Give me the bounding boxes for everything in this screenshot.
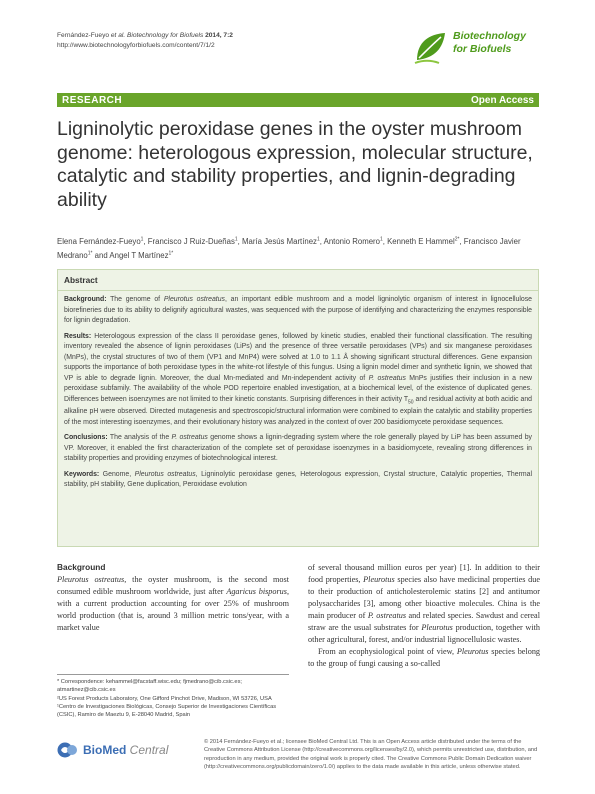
citation-authors: Fernández-Fueyo (57, 32, 111, 39)
author[interactable]: Elena Fernández-Fueyo$^1$ (57, 236, 144, 246)
affiliation-2: ²US Forest Products Laboratory, One Gifford Pinchot Drive, Madison, WI 53726, USA (57, 695, 272, 702)
abstract-background: Background: The genome of Pleurotus ostreatus, an important edible mushroom and a model ligninolytic organism of interest in lignocellulose biorefineries due to its ability to delignify agricultural wastes, was sequenced with the purpose of identifying and characterizing the enzymes responsible for lignin degradation. (64, 296, 532, 324)
author[interactable]: , Kenneth E Hammel$^{2*}$ (382, 236, 460, 246)
correspondence-note[interactable]: * Correspondence: kehammel@facstaff.wisc.edu; fjmedrano@cib.csic.es; atmartinez@cib.csic.es (57, 679, 242, 694)
author[interactable]: , Francisco J Ruiz-Dueñas$^1$ (143, 236, 238, 246)
author[interactable]: , Francisco Javier Medrano$^{1*}$ (57, 236, 521, 261)
background-paragraph: Pleurotus ostreatus, the oyster mushroom, is the second most consumed edible mushroom worldwide, just after Agaricus bisporus, with a current production accounting for over 25% of mushroom world production (that is, around 3 million metric tons/year, with a market value (57, 575, 289, 632)
journal-name-line2: for Biofuels (453, 43, 512, 55)
research-label: RESEARCH (62, 94, 123, 106)
open-access-label: Open Access (471, 94, 534, 106)
footnotes (57, 674, 289, 719)
abstract-keywords: Keywords: Genome, Pleurotus ostreatus, Ligninolytic peroxidase genes, Heterologous expression, Crystal structure, Catalytic properties, Thermal stability, pH stability, Gene duplication, Peroxidase evolution (64, 470, 532, 489)
abstract-box (57, 269, 539, 547)
author[interactable]: , Antonio Romero$^1$ (319, 236, 383, 246)
article-url[interactable]: http://www.biotechnologyforbiofuels.com/content/7/1/2 (57, 42, 215, 49)
author[interactable]: and Angel T Martínez$^{1*}$ (92, 250, 174, 261)
citation-year: 2014, 7:2 (203, 32, 233, 39)
bmc-logo-icon (57, 742, 79, 758)
left-column (57, 562, 289, 634)
right-column (308, 562, 540, 670)
biomed-central-logo[interactable] (57, 742, 168, 758)
citation-header (57, 31, 233, 51)
affiliation-1: ¹Centro de Investigaciones Biológicas, Consejo Superior de Investigaciones Científicas (CSIC), Ramiro de Maeztu 9, E-28040 Madrid, Spain (57, 703, 277, 719)
background-paragraph-cont: of several thousand million euros per year) [1]. In addition to their food properties, Pleurotus species also have medicinal properties due to their production of anticholesterolemic statins [2] and antitumor polysaccharides [3], among other bioactive molecules. China is the main producer of P. ostreatus and related species. Sawdust and cereal straw are the usual substrates for Pleurotus production, together with other agricultural, forest, and/or industrial lignocellulosic wastes. (308, 563, 540, 644)
journal-name (453, 30, 543, 56)
background-paragraph-2: From an ecophysiological point of view, Pleurotus species belong to the group of fungi causing a so-called (308, 647, 541, 668)
license-text: © 2014 Fernández-Fueyo et al.; licensee BioMed Central Ltd. This is an Open Access article distributed under the terms of the Creative Commons Attribution License (http://creativecommons.org/licenses/by/2.0), which permits unrestricted use, distribution, and reproduction in any medium, provided the original work is properly cited. The Creative Commons Public Domain Dedication waiver (http://creativecommons.org/publicdomain/zero/1.0/) applies to the data made available in this article, unless otherwise stated. (204, 739, 538, 770)
citation-line (57, 31, 233, 41)
article-title: Ligninolytic peroxidase genes in the oyster mushroom genome: heterologous expression, molecular structure, catalytic and stability properties, and lignin-degrading ability (57, 118, 533, 211)
background-heading: Background (57, 562, 106, 572)
abstract-heading: Abstract (58, 270, 538, 291)
article-type-banner (57, 93, 539, 107)
journal-logo[interactable] (413, 30, 543, 64)
journal-name-line1: Biotechnology (453, 30, 526, 42)
author[interactable]: , María Jesús Martínez$^1$ (237, 236, 320, 246)
citation-journal: et al. Biotechnology for Biofuels (110, 32, 204, 39)
abstract-conclusions: Conclusions: The analysis of the P. ostreatus genome shows a lignin-degrading system where the role generally played by LiP has been assumed by VP. Moreover, it enabled the first characterization of the complete set of peroxidase isoenzymes in a basidiomycete, revealing strong differences in stability properties and providing enzymes of biotechnological interest. (64, 434, 532, 463)
publisher-name: BioMed Central (83, 743, 169, 757)
leaf-logo-icon (413, 30, 449, 64)
abstract-results: Results: Heterologous expression of the class II peroxidase genes, followed by kinetic studies, enabled their functional classification. The resulting inventory revealed the absence of lignin peroxidases (LiPs) and the presence of three versatile peroxidases (VPs) and six manganese peroxidases (MnPs), the crystal structures of two of them (VP1 and MnP4) were solved at 1.0 to 1.1 Å showing significant structural differences. Gene expansion supports the importance of both peroxidase types in the white-rot lifestyle of this fungus. Using a lignin model dimer and synthetic lignin, we showed that VP is able to degrade lignin. Moreover, the dual Mn-mediated and Mn-independent activity of P. ostreatus MnPs justifies their inclusion in a new peroxidase subfamily. The availability of the whole POD repertoire enabled investigation, at a biochemical level, of the existence of duplicated genes. Differences between isoenzymes are not limited to their kinetic constants. Surprising differences in their activity $T_{50}$ and residual activity at both acidic and alkaline pH were observed. Directed mutagenesis and spectroscopic/structural information were combined to explain the catalytic and stability properties of the most interesting isoenzymes, and their evolutionary history was analyzed in the context of over 200 basidiomycete peroxidase sequences. (64, 332, 532, 426)
author-list (57, 233, 542, 262)
